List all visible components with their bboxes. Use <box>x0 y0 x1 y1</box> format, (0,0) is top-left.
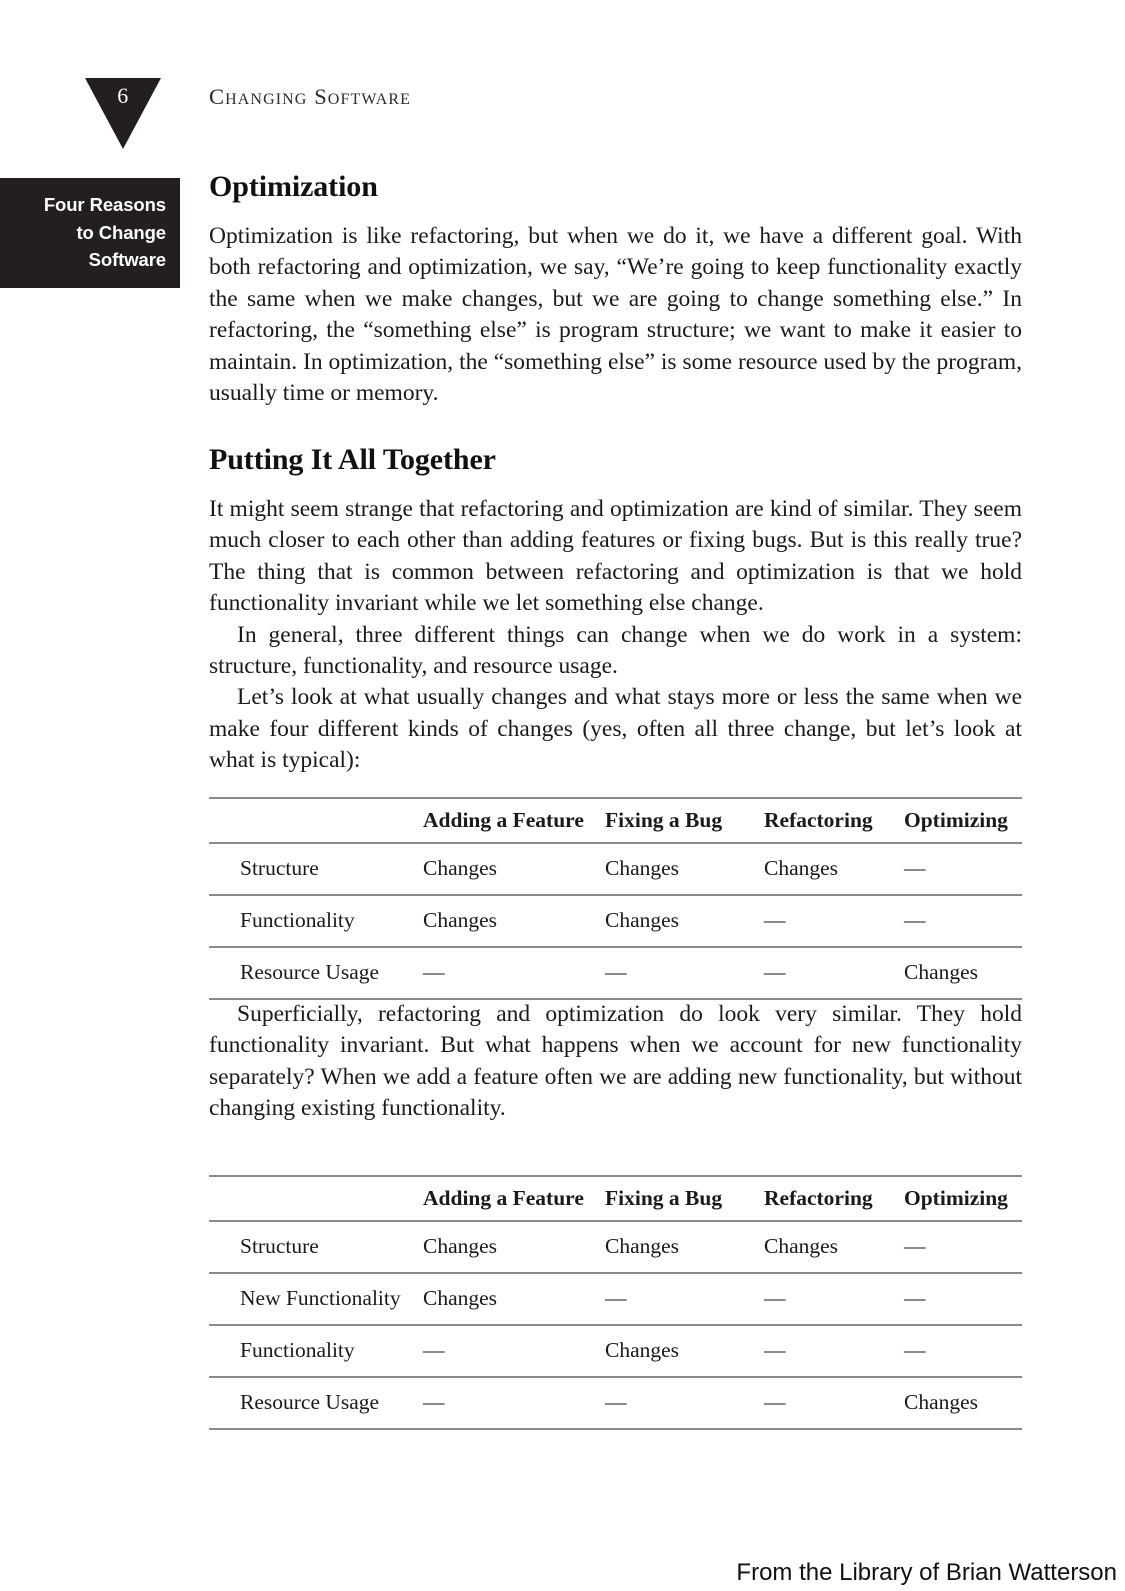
cell-fixing: — <box>605 1377 764 1429</box>
cell-optimizing: Changes <box>904 1377 1022 1429</box>
table-row <box>209 1273 1022 1325</box>
chapter-tab-line-2: to Change <box>76 221 166 243</box>
paragraph-similarity: It might seem strange that refactoring and optimization are kind of similar. They seem much closer to each other than adding features or fixing bugs. But is this really true? The thing that is common between refactoring and optimization is that we hold functionality invariant while we let something else change. <box>209 496 1022 617</box>
cell-adding: — <box>423 947 605 999</box>
cell-refactoring: — <box>764 1377 904 1429</box>
cell-optimizing: Changes <box>904 947 1022 999</box>
cell-adding: Changes <box>423 895 605 947</box>
row-label: New Functionality <box>209 1273 423 1325</box>
cell-adding: Changes <box>423 1221 605 1273</box>
cell-optimizing: — <box>904 843 1022 895</box>
table-one-col-adding: Adding a Feature <box>423 798 605 843</box>
table-one-col-fixing: Fixing a Bug <box>605 798 764 843</box>
row-label: Resource Usage <box>209 947 423 999</box>
footer-credit: From the Library of Brian Watterson <box>736 1559 1117 1586</box>
chapter-tab-line-3: Software <box>88 249 166 270</box>
cell-refactoring: Changes <box>764 843 904 895</box>
paragraph-superficially: Superficially, refactoring and optimization do look very similar. They hold functionality invariant. But what happens when we account for new functionality separately? When we add a feature often we are adding new functionality, but without changing existing functionality. <box>209 1001 1022 1122</box>
cell-fixing: Changes <box>605 1221 764 1273</box>
comparison-table-one <box>209 797 1022 1000</box>
table-two-body <box>209 1221 1022 1429</box>
table-header-row <box>209 798 1022 843</box>
cell-adding: Changes <box>423 1273 605 1325</box>
table-header-row <box>209 1176 1022 1221</box>
table-row <box>209 843 1022 895</box>
table-two-col-optimizing: Optimizing <box>904 1176 1022 1221</box>
cell-refactoring: Changes <box>764 1221 904 1273</box>
table-one-head <box>209 798 1022 843</box>
row-label: Functionality <box>209 895 423 947</box>
paragraph-optimization: Optimization is like refactoring, but when we do it, we have a different goal. With both refactoring and optimization, we say, “We’re going to keep functionality exactly the same when we make changes, but we are going to change something else.” In refactoring, the “something else” is program structure; we want to make it easier to maintain. In optimization, the “something else” is some resource used by the program, usually time or memory. <box>209 223 1022 407</box>
table-two-col-blank <box>209 1176 423 1221</box>
cell-fixing: Changes <box>605 843 764 895</box>
comparison-table-two <box>209 1175 1022 1430</box>
cell-fixing: Changes <box>605 895 764 947</box>
paragraph-three-things: In general, three different things can change when we do work in a system: structure, functionality, and resource usage. <box>209 621 1022 680</box>
chapter-tab-line-1: Four Reasons <box>43 194 166 215</box>
cell-adding: — <box>423 1377 605 1429</box>
cell-adding: — <box>423 1325 605 1377</box>
table-one-col-refactoring: Refactoring <box>764 798 904 843</box>
table-one-col-optimizing: Optimizing <box>904 798 1022 843</box>
table-two-head <box>209 1176 1022 1221</box>
row-label: Structure <box>209 1221 423 1273</box>
paragraph-lets-look: Let’s look at what usually changes and what stays more or less the same when we make four different kinds of changes (yes, often all three change, but let’s look at what is typical): <box>209 684 1022 774</box>
cell-optimizing: — <box>904 1325 1022 1377</box>
table-two-col-fixing: Fixing a Bug <box>605 1176 764 1221</box>
cell-optimizing: — <box>904 1273 1022 1325</box>
chapter-tab-label <box>14 191 166 274</box>
cell-refactoring: — <box>764 1325 904 1377</box>
chapter-thumb-tab <box>0 178 180 288</box>
page-marker <box>85 78 161 149</box>
cell-fixing: — <box>605 947 764 999</box>
table-row <box>209 1325 1022 1377</box>
table-two-col-refactoring: Refactoring <box>764 1176 904 1221</box>
table-row <box>209 895 1022 947</box>
heading-optimization: Optimization <box>209 170 378 203</box>
table-row <box>209 1377 1022 1429</box>
table-row <box>209 947 1022 999</box>
cell-optimizing: — <box>904 895 1022 947</box>
cell-adding: Changes <box>423 843 605 895</box>
cell-fixing: Changes <box>605 1325 764 1377</box>
running-head: Changing Software <box>209 84 412 109</box>
table-row <box>209 1221 1022 1273</box>
heading-putting-it-all-together: Putting It All Together <box>209 443 496 476</box>
cell-fixing: — <box>605 1273 764 1325</box>
cell-refactoring: — <box>764 1273 904 1325</box>
cell-refactoring: — <box>764 895 904 947</box>
row-label: Resource Usage <box>209 1377 423 1429</box>
folio-page-number: 6 <box>117 83 129 108</box>
row-label: Structure <box>209 843 423 895</box>
table-two-col-adding: Adding a Feature <box>423 1176 605 1221</box>
table-one-col-blank <box>209 798 423 843</box>
cell-optimizing: — <box>904 1221 1022 1273</box>
row-label: Functionality <box>209 1325 423 1377</box>
table-one-body <box>209 843 1022 999</box>
cell-refactoring: — <box>764 947 904 999</box>
